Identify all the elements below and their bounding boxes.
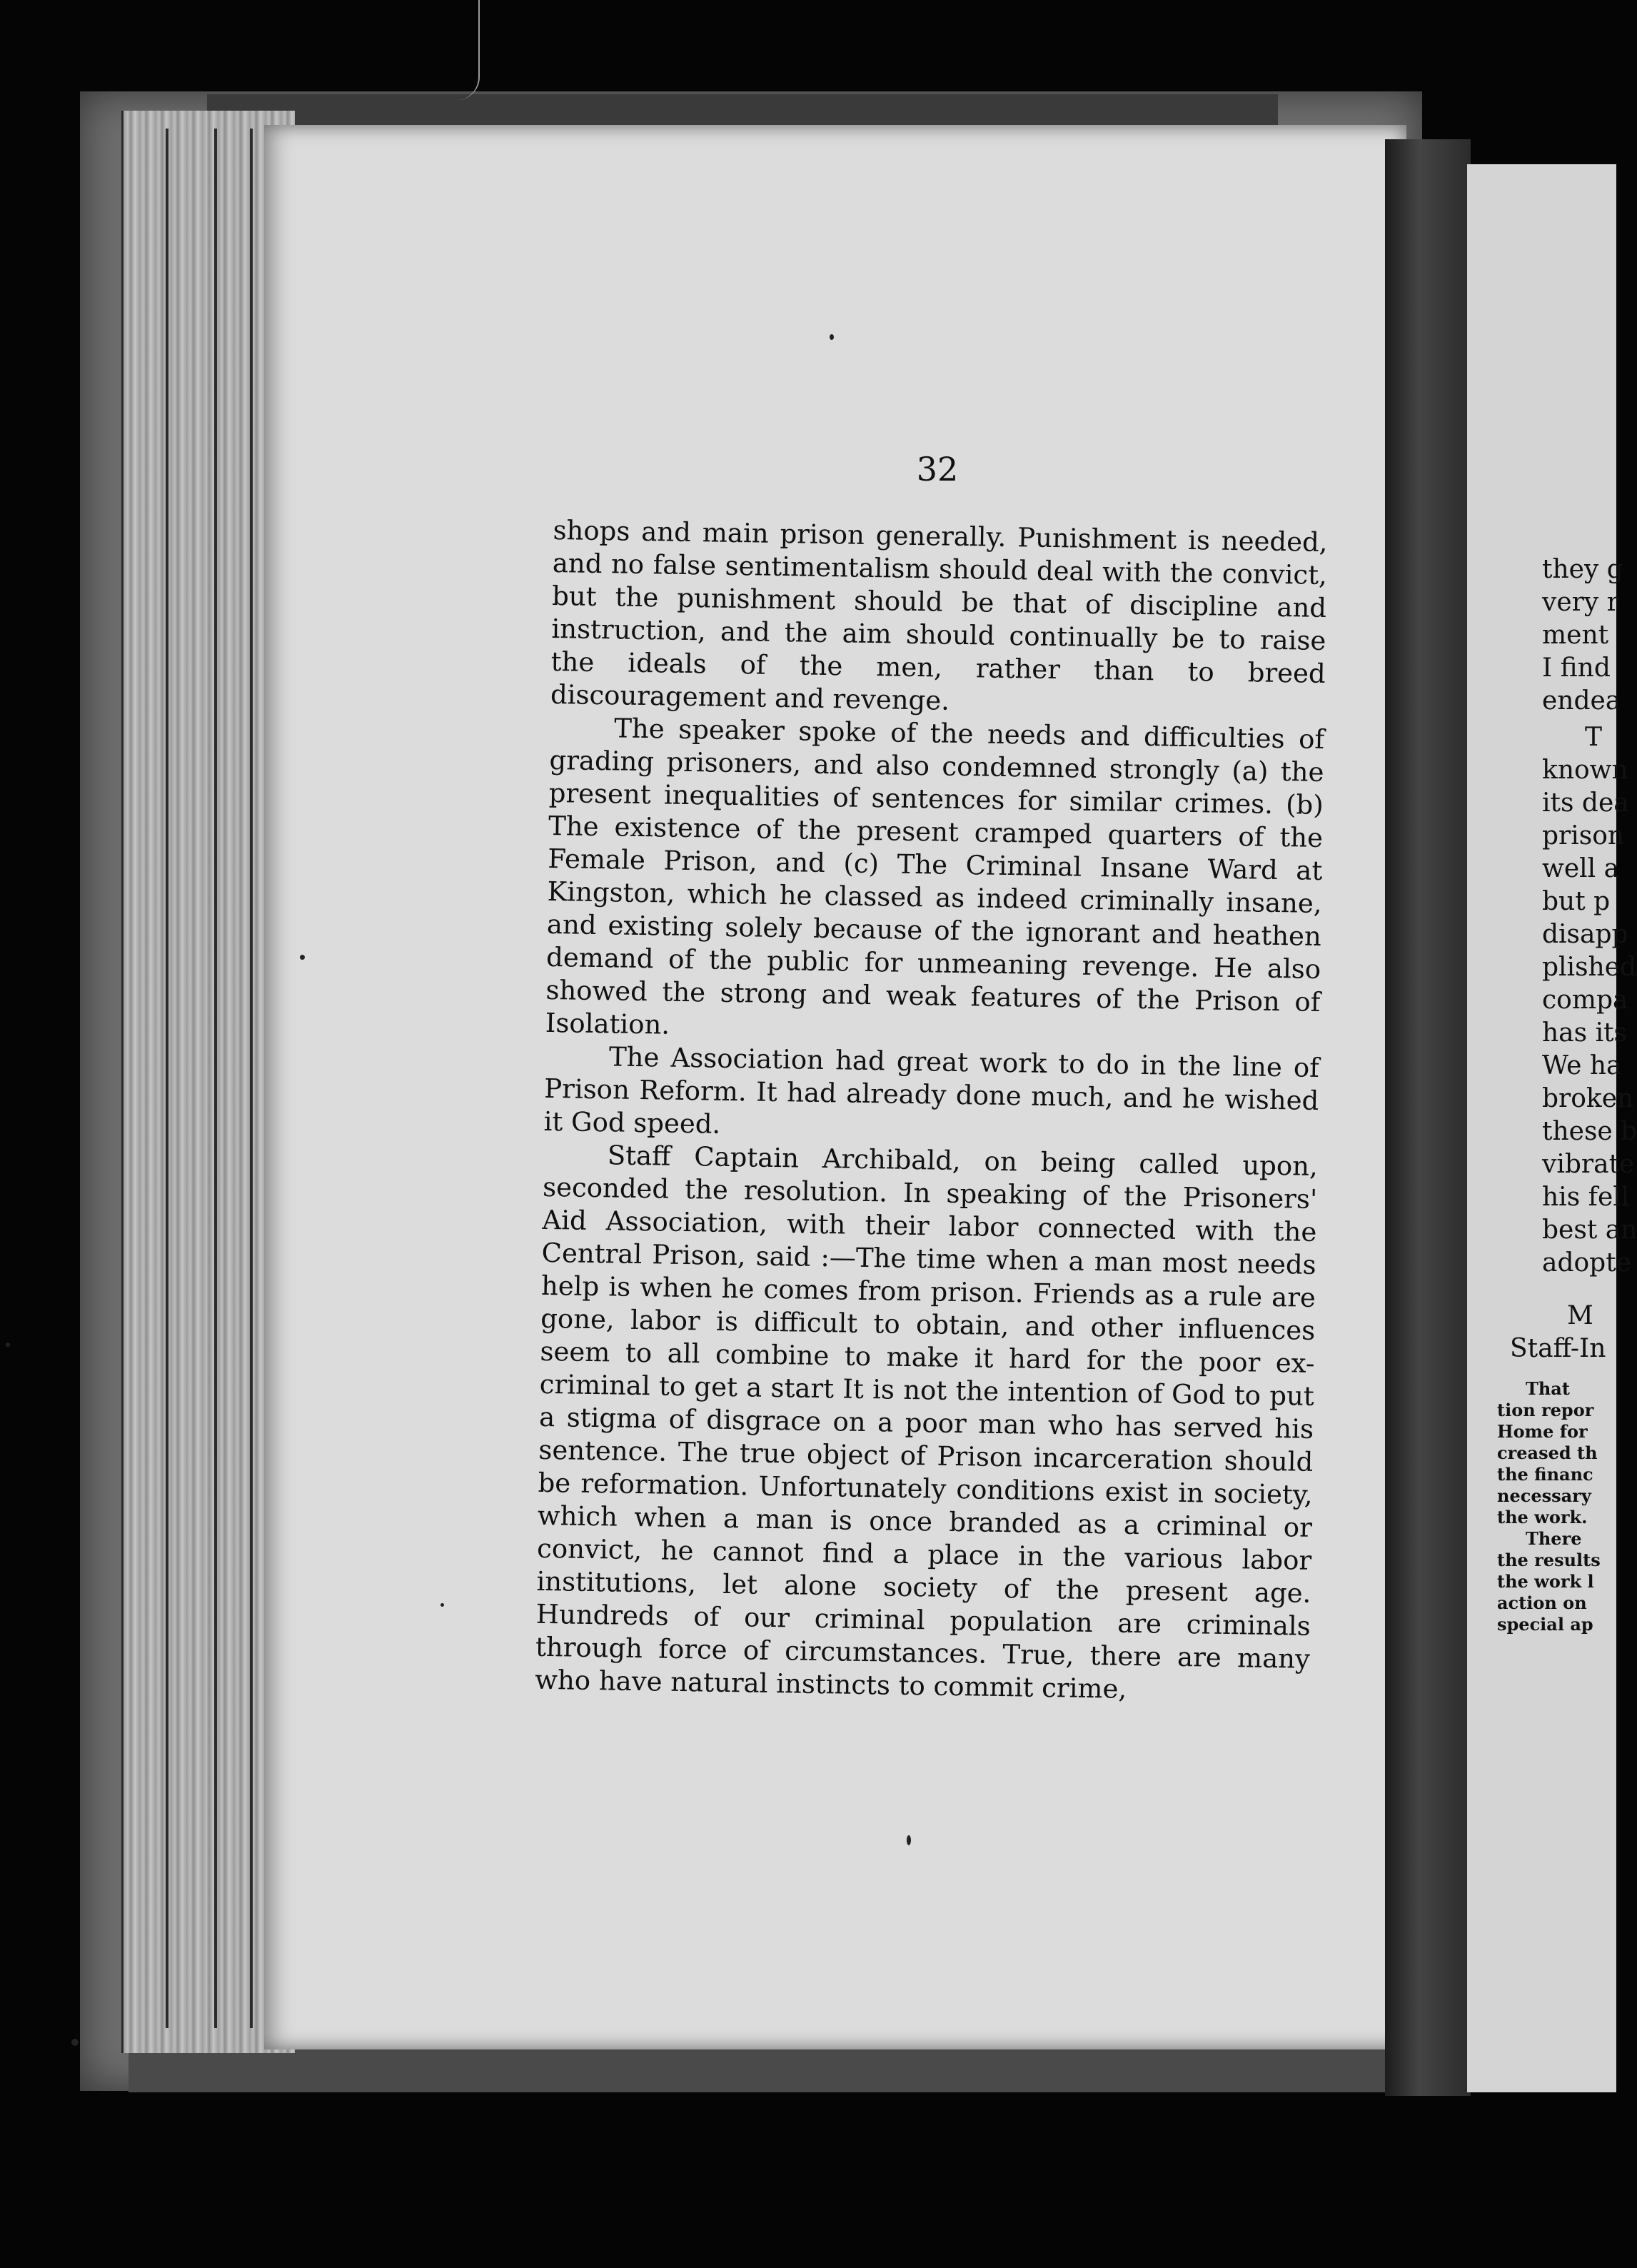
right-page-small-text bbox=[1497, 1378, 1601, 1635]
right-page-line: its dea bbox=[1542, 788, 1629, 818]
paragraph: shops and main prison generally. Punishment is needed, and no false sentimentalism should deal with the convict, but the punishment should be that of discipline and instruction, and the aim should continually be to raise the ideals of the men, rather than to breed discouragement and revenge. bbox=[550, 514, 1328, 716]
paragraph: The speaker spoke of the needs and difficulties of grading prisoners, and also condemned strongly (a) the present inequalities of sentences for similar crimes. (b) The existence of the present cramped quarters of the Female Prison, and (c) The Criminal Insane Ward at Kingston, which he classed as indeed criminally insane, and existing solely because of the ignorant and heathen demand of the public for unmeaning revenge. He also showed the strong and weak features of the Prison of Isolation. bbox=[545, 713, 1325, 1040]
right-page-line: known bbox=[1542, 756, 1628, 785]
paper-speck bbox=[300, 955, 305, 960]
right-page-heading-line: Staff-In bbox=[1510, 1334, 1606, 1363]
right-page-small-line: the work. bbox=[1497, 1507, 1588, 1527]
right-page-small-line: There bbox=[1526, 1528, 1582, 1549]
right-page-line: has its bbox=[1542, 1018, 1628, 1048]
right-page-line: We ha bbox=[1542, 1051, 1622, 1080]
right-page-heading bbox=[1510, 1300, 1606, 1365]
right-page-line: his fell bbox=[1542, 1183, 1630, 1212]
page-number: 32 bbox=[916, 450, 959, 488]
right-page-small-line: special ap bbox=[1497, 1614, 1593, 1635]
right-page-line: ment bbox=[1542, 621, 1609, 650]
right-page-line: broken bbox=[1542, 1084, 1634, 1113]
hair-strand bbox=[457, 0, 480, 100]
right-page-small-line: the financ bbox=[1497, 1464, 1593, 1485]
book-gutter bbox=[1385, 139, 1471, 2096]
right-page-line: T bbox=[1585, 723, 1603, 752]
page-edge-line bbox=[250, 129, 253, 2028]
right-page-line: prison bbox=[1542, 821, 1625, 850]
paragraph: Staff Captain Archibald, on being called upon, seconded the resolution. In speaking of the Prisoners' Aid Association, with their labor connected with the Central Prison, said :—The time when a man most needs help is when he comes from prison. Friends as a rule are gone, labor is difficult to obtain, and other influences seem to all combine to make it hard for the poor ex-criminal to get a start It is not the intention of God to put a stigma of disgrace on a poor man who has served his sentence. The true object of Prison incarceration should be reformation. Unfortunately conditions exist in society, which when a man is once branded as a criminal or convict, he cannot find a place in the various labor institutions, let alone society of the present age. Hundreds of our criminal population are criminals through force of circumstances. True, there are many who have natural instincts to commit crime, bbox=[535, 1140, 1319, 1705]
right-page-small-line: necessary bbox=[1497, 1485, 1591, 1506]
right-page-line: endea bbox=[1542, 686, 1621, 716]
right-page bbox=[1467, 164, 1637, 2092]
right-page-line: plished bbox=[1542, 953, 1637, 982]
paper-speck bbox=[907, 1835, 911, 1845]
right-page-small-line: tion repor bbox=[1497, 1400, 1594, 1420]
right-page-line: adopte bbox=[1542, 1248, 1631, 1278]
page-body-text bbox=[535, 514, 1328, 1709]
right-page-line: vibrate bbox=[1542, 1150, 1635, 1179]
right-page-small-line: creased th bbox=[1497, 1442, 1598, 1463]
paper-speck bbox=[6, 1343, 10, 1347]
paragraph: The Association had great work to do in the line of Prison Reform. It had already done much, and he wished it God speed. bbox=[543, 1041, 1320, 1140]
right-page-heading-line: M bbox=[1567, 1301, 1593, 1330]
paper-speck bbox=[830, 334, 834, 340]
page-edge-line bbox=[166, 129, 168, 2028]
paper-speck bbox=[71, 2039, 79, 2046]
page-edge-line bbox=[214, 129, 217, 2028]
right-page-line: well a bbox=[1542, 854, 1620, 883]
right-page-line: disapp bbox=[1542, 920, 1628, 949]
right-page-line: they g bbox=[1542, 555, 1623, 584]
right-page-line: but p bbox=[1542, 887, 1611, 916]
right-page-small-line: the results bbox=[1497, 1550, 1601, 1570]
right-page-line: I find bbox=[1542, 653, 1611, 683]
right-page-text-top bbox=[1542, 553, 1623, 718]
right-page-small-line: That bbox=[1526, 1378, 1570, 1399]
right-page-line: very r bbox=[1542, 588, 1619, 617]
right-page-small-line: action on bbox=[1497, 1592, 1587, 1613]
right-page-small-line: the work l bbox=[1497, 1571, 1594, 1592]
paper-speck bbox=[440, 1603, 444, 1607]
right-page-line: best an bbox=[1542, 1215, 1637, 1245]
right-page-text-middle bbox=[1542, 721, 1637, 1280]
right-page-small-line: Home for bbox=[1497, 1421, 1588, 1442]
right-page-line: compa bbox=[1542, 985, 1628, 1015]
right-page-line: these b bbox=[1542, 1117, 1637, 1146]
